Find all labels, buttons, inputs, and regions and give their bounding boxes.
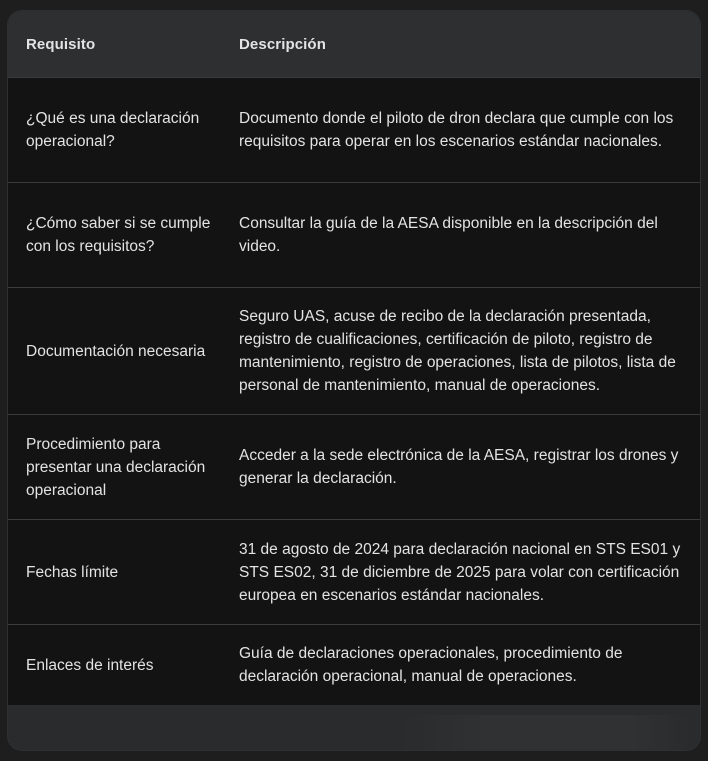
- response-card: [8, 11, 700, 750]
- table-row: [8, 78, 700, 183]
- requisito-cell: Documentación necesaria: [26, 342, 206, 360]
- table-row: [8, 288, 700, 415]
- descripcion-cell: 31 de agosto de 2024 para declaración nacional en STS ES01 y STS ES02, 31 de diciembre de 2025 para volar con certificación europea en escenarios estándar nacionales.: [239, 540, 681, 604]
- table-row: [8, 183, 700, 288]
- descripcion-cell: Guía de declaraciones operacionales, procedimiento de declaración operacional, manual de operaciones.: [239, 645, 623, 685]
- footer-highlight: [400, 715, 690, 750]
- descripcion-cell: Seguro UAS, acuse de recibo de la declaración presentada, registro de cualificaciones, certificación de piloto, registro de mantenimiento, registro de operaciones, lista de pilotos, lista de personal de mantenimiento, manual de operaciones.: [239, 308, 676, 394]
- descripcion-cell: Acceder a la sede electrónica de la AESA, registrar los drones y generar la declaración.: [239, 447, 679, 487]
- descripcion-cell: Documento donde el piloto de dron declara que cumple con los requisitos para operar en los escenarios estándar nacionales.: [239, 110, 674, 150]
- column-header-descripcion: Descripción: [239, 35, 326, 53]
- column-header-requisito: Requisito: [26, 35, 96, 53]
- requisito-cell: ¿Cómo saber si se cumple con los requisitos?: [26, 215, 211, 255]
- requisito-cell: Enlaces de interés: [26, 656, 154, 674]
- requirements-table: [8, 11, 700, 705]
- table-row: [8, 625, 700, 705]
- table-row: [8, 520, 700, 625]
- requisito-cell: ¿Qué es una declaración operacional?: [26, 110, 200, 150]
- table-row: [8, 415, 700, 520]
- requisito-cell: Procedimiento para presentar una declaración operacional: [26, 435, 206, 499]
- card-footer: [8, 715, 700, 750]
- descripcion-cell: Consultar la guía de la AESA disponible en la descripción del video.: [239, 215, 658, 255]
- table-header: [8, 11, 700, 78]
- requisito-cell: Fechas límite: [26, 563, 119, 581]
